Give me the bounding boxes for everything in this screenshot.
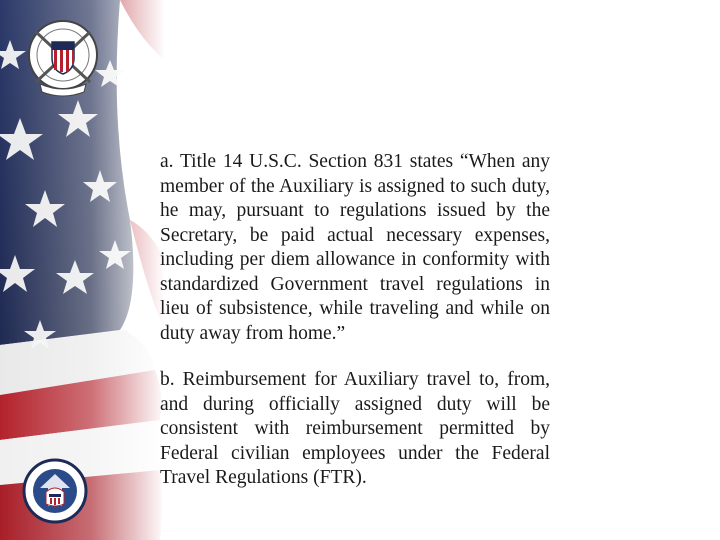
paragraph-b: b. Reimbursement for Auxiliary travel to, from, and during officially assigned duty will be consistent with reimbursement permitted by Federal civilian employees under the Federal Travel Regulations (FTR). — [160, 369, 550, 488]
slide-body — [160, 150, 550, 491]
dhs-seal-icon — [22, 458, 88, 524]
paragraph-a: a. Title 14 U.S.C. Section 831 states “When any member of the Auxiliary is assigned to such duty, he may, pursuant to regulations issued by the Secretary, be paid actual necessary expenses, including per diem allowance in conformity with standardized Government travel regulations in lieu of subsistence, while traveling and while on duty away from home.” — [160, 151, 550, 344]
coast-guard-auxiliary-seal-icon — [22, 14, 104, 100]
